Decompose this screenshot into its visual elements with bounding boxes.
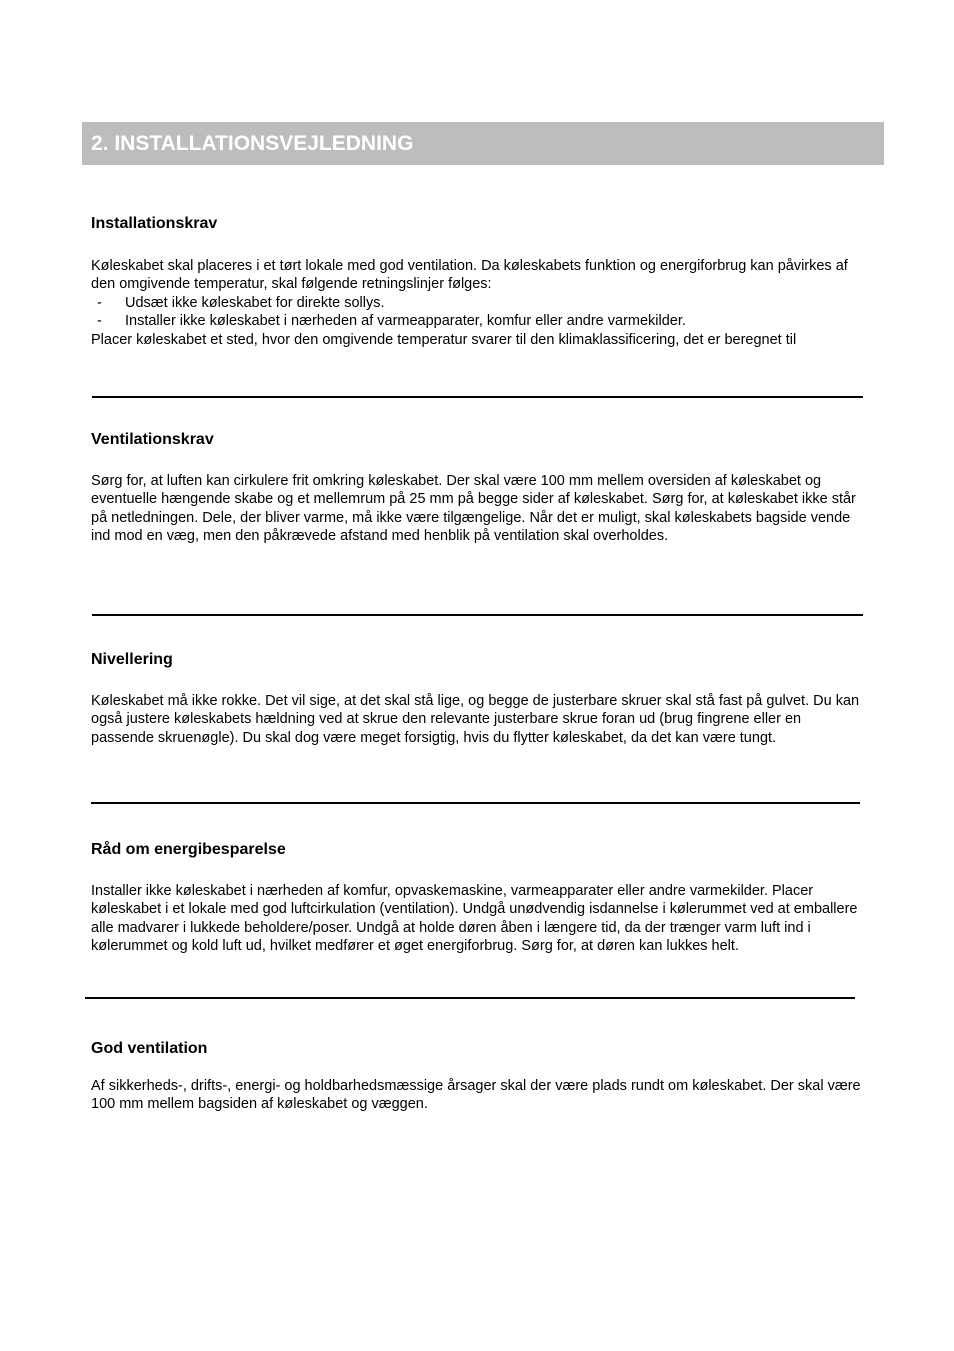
section-outro: Placer køleskabet et sted, hvor den omgivende temperatur svarer til den klimaklassificering, det er beregnet til	[91, 331, 797, 348]
section-body: Installer ikke køleskabet i nærheden af komfur, opvaskemaskine, varmeapparater eller andre varmekilder. Placer køleskabet i et lokale med god luftcirkulation (ventilation). Undgå unødvendig isdannelse i kølerummet ved at emballere alle madvarer i lukkede beholdere/poser. Undgå at holde døren åben i længere tid, da der trænger varm luft ind i kølerummet og kold luft ud, hvilket medfører et øget energiforbrug. Sørg for, at døren kan lukkes helt.	[91, 883, 858, 955]
section-divider	[92, 614, 863, 616]
section-good-ventilation	[91, 1039, 866, 1114]
section-heading: Nivellering	[91, 651, 173, 668]
section-heading: God ventilation	[91, 1040, 208, 1057]
section-heading: Ventilationskrav	[91, 431, 214, 448]
section-divider	[91, 802, 860, 804]
section-heading: Installationskrav	[91, 215, 218, 232]
chapter-title: 2. INSTALLATIONSVEJLEDNING	[91, 132, 414, 155]
section-body: Køleskabet må ikke rokke. Det vil sige, at det skal stå lige, og begge de justerbare skruer skal stå fast på gulvet. Du kan også justere køleskabets hældning ved at skrue den relevante justerbare skrue foran ud (brug fingrene eller en passende skruenøgle). Du skal dog være meget forsigtig, hvis du flytter køleskabet, da det kan være tungt.	[91, 693, 860, 746]
section-intro: Køleskabet skal placeres i et tørt lokale med god ventilation. Da køleskabets funktion og energiforbrug kan påvirkes af den omgivende temperatur, skal følgende retningslinjer følges:	[91, 258, 848, 293]
chapter-header-bar	[82, 122, 884, 165]
section-leveling	[91, 650, 866, 747]
section-body: Af sikkerheds-, drifts-, energi- og holdbarhedsmæssige årsager skal der være plads rundt om køleskabet. Der skal være 100 mm mellem bagsiden af køleskabet og væggen.	[91, 1078, 861, 1113]
section-installation-requirements	[91, 214, 866, 349]
section-heading: Råd om energibesparelse	[91, 841, 286, 858]
section-ventilation-requirements	[91, 430, 866, 546]
section-body: Sørg for, at luften kan cirkulere frit omkring køleskabet. Der skal være 100 mm mellem oversiden af køleskabet og eventuelle hængende skabe og et mellemrum på 25 mm på begge sider af køleskabet. Sørg for, at køleskabet ikke står på netledningen. Dele, der bliver varme, må ikke være tilgængelige. Når det er muligt, skal køleskabets bagside vende ind mod en væg, men den påkrævede afstand med henblik på ventilation skal overholdes.	[91, 473, 856, 545]
bullet-item: - Installer ikke køleskabet i nærheden af varmeapparater, komfur eller andre varmekilder.	[97, 313, 686, 330]
bullet-item: - Udsæt ikke køleskabet for direkte sollys.	[97, 294, 385, 311]
section-energy-saving	[91, 840, 866, 956]
section-divider	[85, 997, 855, 999]
bullet-list	[91, 294, 866, 331]
section-body	[91, 257, 866, 349]
section-divider	[92, 396, 863, 398]
